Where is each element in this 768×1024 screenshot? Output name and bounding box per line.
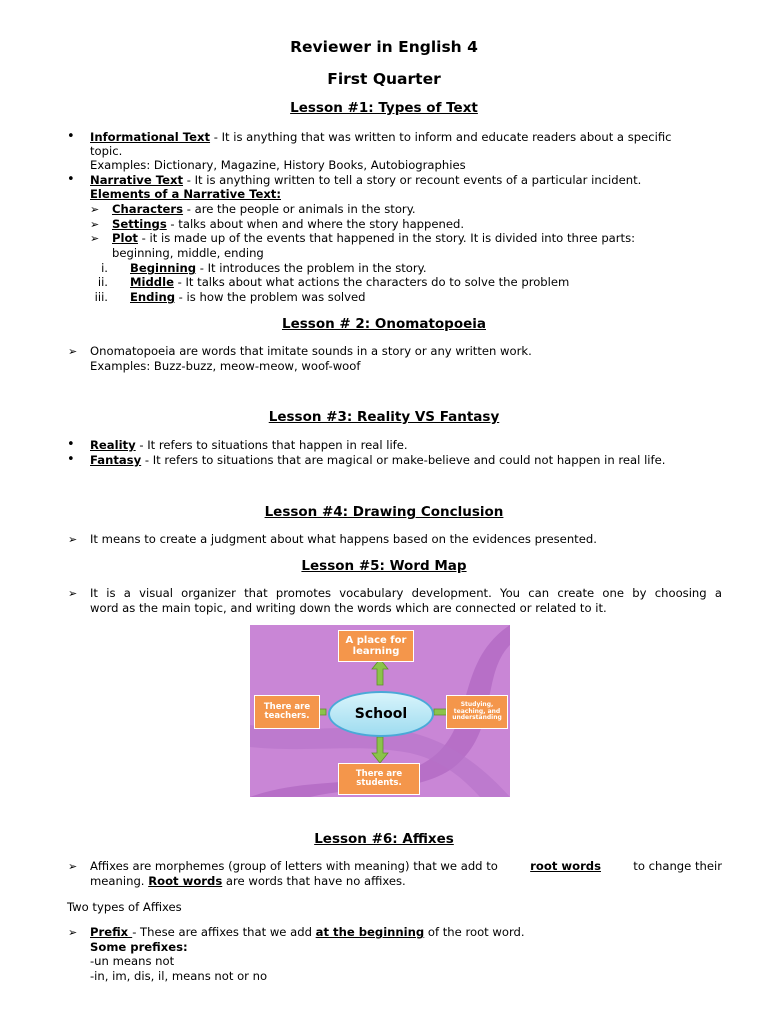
document-title: Reviewer in English 4 <box>290 38 478 56</box>
document-subtitle: First Quarter <box>327 70 441 88</box>
root-words-term: root words <box>530 859 601 873</box>
informational-text-item <box>90 130 672 145</box>
lesson3-heading: Lesson #3: Reality VS Fantasy <box>268 409 500 425</box>
lesson6-heading: Lesson #6: Affixes <box>314 831 454 847</box>
lesson5-heading: Lesson #5: Word Map <box>301 558 467 574</box>
prefix-place: at the beginning <box>315 925 425 939</box>
characters-definition: - are the people or animals in the story. <box>183 202 416 216</box>
characters-term: Characters <box>112 202 184 216</box>
word-map-bottom-box: There are students. <box>338 763 420 795</box>
two-types-label: Two types of Affixes <box>67 900 182 914</box>
fantasy-item <box>90 453 665 468</box>
characters-item <box>112 202 416 217</box>
affixes-text-part: to change their <box>633 859 722 873</box>
bullet-icon: • <box>67 172 75 187</box>
arrow-bullet-icon: ➢ <box>68 345 78 358</box>
reality-term: Reality <box>90 438 136 452</box>
plot-definition: - it is made up of the events that happened in the story. It is divided into three parts: <box>137 231 636 245</box>
arrow-bullet-icon: ➢ <box>90 218 100 231</box>
middle-definition: - It talks about what actions the characters do to solve the problem <box>173 275 570 289</box>
drawing-conclusion-text: It means to create a judgment about what happens based on the evidences presented. <box>90 532 597 546</box>
reality-definition: - It refers to situations that happen in real life. <box>135 438 408 452</box>
word-map-center-ellipse: School <box>328 691 434 737</box>
informational-text-examples: Examples: Dictionary, Magazine, History Books, Autobiographies <box>90 158 466 172</box>
ending-term: Ending <box>130 290 175 304</box>
narrative-text-term: Narrative Text <box>90 173 184 187</box>
affixes-text-part: are words that have no affixes. <box>222 874 406 888</box>
lesson1-heading: Lesson #1: Types of Text <box>290 100 478 116</box>
prefix-term: Prefix <box>90 925 133 939</box>
prefix-example: -in, im, dis, il, means not or no <box>90 969 268 983</box>
word-map-text-cont: word as the main topic, and writing down the words which are connected or related to it. <box>90 601 607 615</box>
plot-definition-cont: beginning, middle, ending <box>112 246 264 260</box>
prefix-item <box>90 925 525 940</box>
list-number: iii. <box>94 290 108 304</box>
root-words-term: Root words <box>148 874 223 888</box>
bullet-icon: • <box>67 129 75 144</box>
settings-item <box>112 217 464 232</box>
plot-term: Plot <box>112 231 138 245</box>
middle-term: Middle <box>130 275 174 289</box>
word-map-text: It is a visual organizer that promotes vocabulary development. You can create one by choosing a <box>90 586 722 600</box>
narrative-text-definition: - It is anything written to tell a story or recount events of a particular incident. <box>183 173 642 187</box>
beginning-item <box>130 261 427 276</box>
reality-item <box>90 438 408 453</box>
onomatopoeia-examples: Examples: Buzz-buzz, meow-meow, woof-woof <box>90 359 361 373</box>
beginning-term: Beginning <box>130 261 197 275</box>
prefix-definition: of the root word. <box>424 925 525 939</box>
list-number: i. <box>101 261 108 275</box>
bullet-icon: • <box>67 437 75 452</box>
narrative-text-item <box>90 173 641 188</box>
arrow-bullet-icon: ➢ <box>68 926 78 939</box>
lesson4-heading: Lesson #4: Drawing Conclusion <box>264 504 504 520</box>
arrow-bullet-icon: ➢ <box>68 533 78 546</box>
beginning-definition: - It introduces the problem in the story. <box>196 261 427 275</box>
arrow-bullet-icon: ➢ <box>90 232 100 245</box>
prefix-example: -un means not <box>90 954 175 968</box>
plot-item <box>112 231 635 246</box>
prefix-definition: - These are affixes that we add <box>132 925 316 939</box>
arrow-bullet-icon: ➢ <box>68 860 78 873</box>
word-map-image <box>250 625 510 797</box>
affixes-text-part: meaning. <box>90 874 149 888</box>
arrow-bullet-icon: ➢ <box>68 587 78 600</box>
word-map-right-box: Studying, teaching, and understanding <box>446 695 508 729</box>
some-prefixes-label: Some prefixes: <box>90 940 188 954</box>
word-map-left-box: There are teachers. <box>254 695 320 729</box>
informational-text-definition: - It is anything that was written to inform and educate readers about a specific <box>210 130 672 144</box>
affixes-text-part: Affixes are morphemes (group of letters with meaning) that we add to <box>90 859 498 873</box>
ending-item <box>130 290 366 305</box>
informational-text-definition-cont: topic. <box>90 144 123 158</box>
affixes-text-cont <box>90 874 406 889</box>
fantasy-definition: - It refers to situations that are magical or make-believe and could not happen in real life. <box>141 453 666 467</box>
informational-text-term: Informational Text <box>90 130 211 144</box>
arrow-bullet-icon: ➢ <box>90 203 100 216</box>
arrow-up-icon <box>372 659 388 685</box>
affixes-text <box>90 859 722 874</box>
bullet-icon: • <box>67 452 75 467</box>
lesson2-heading: Lesson # 2: Onomatopoeia <box>281 316 487 332</box>
fantasy-term: Fantasy <box>90 453 142 467</box>
middle-item <box>130 275 569 290</box>
ending-definition: - is how the problem was solved <box>175 290 366 304</box>
elements-label: Elements of a Narrative Text: <box>90 187 281 201</box>
word-map-top-box: A place for learning <box>338 630 414 662</box>
onomatopoeia-text: Onomatopoeia are words that imitate sounds in a story or any written work. <box>90 344 532 358</box>
list-number: ii. <box>97 275 108 289</box>
settings-term: Settings <box>112 217 167 231</box>
settings-definition: - talks about when and where the story happened. <box>166 217 465 231</box>
